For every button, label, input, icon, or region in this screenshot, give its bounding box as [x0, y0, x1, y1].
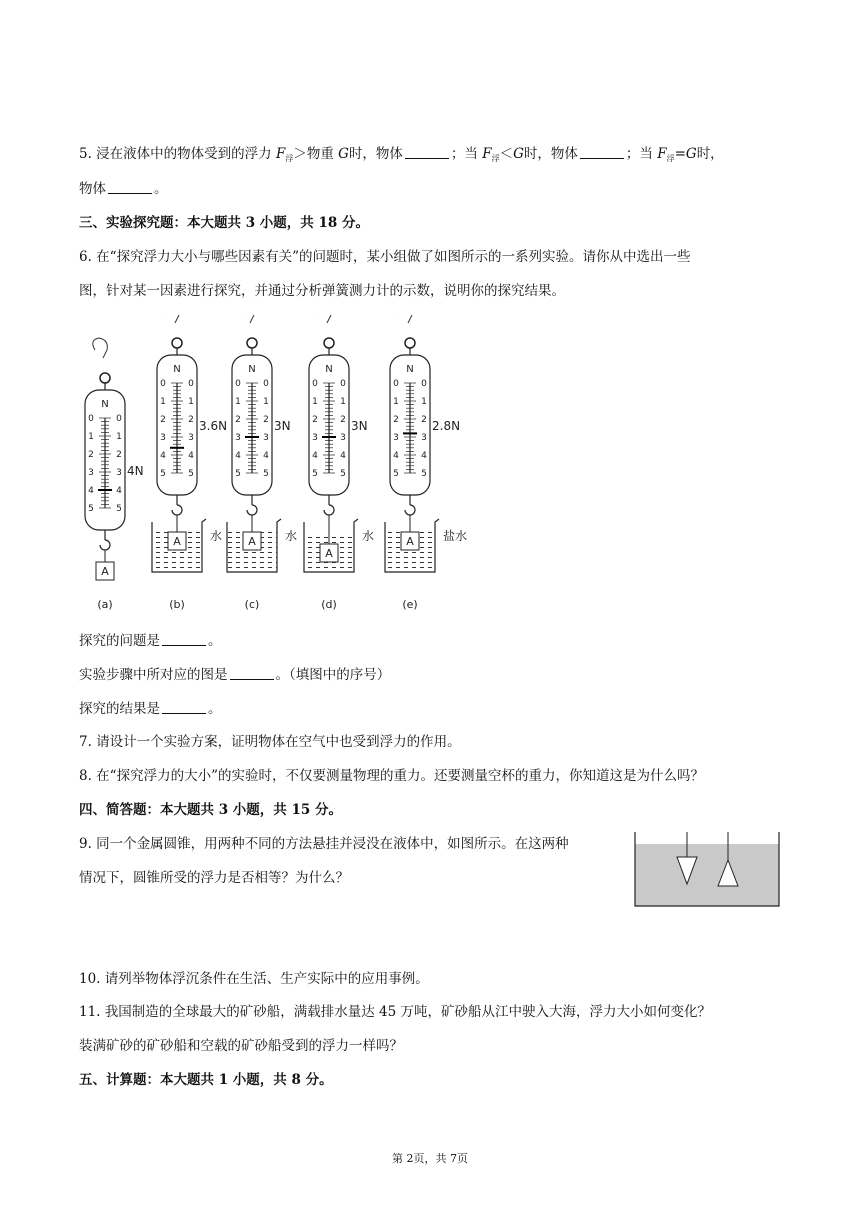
tick-label-left: 0 [393, 379, 399, 389]
question-8: 8. 在“探究浮力的大小”的实验时，不仅要测量物理的重力。还要测量空杯的重力，你知道这是为什么吗？ [79, 768, 704, 784]
tick-label-right: 0 [263, 379, 269, 389]
tick-label-right: 0 [421, 379, 427, 389]
question-10: 10. 请列举物体浮沉条件在生活、生产实际中的应用事例。 [79, 971, 429, 987]
q5-end: 。 [154, 181, 168, 197]
reading-label: 3N [274, 419, 291, 433]
spring-scale-figure [75, 315, 495, 615]
figure-caption: (a) [97, 598, 113, 611]
q5-when3: 时， [696, 146, 724, 162]
reading-label: 3.6N [199, 419, 228, 433]
spring-scale-3 [304, 315, 374, 611]
figure-caption: (c) [244, 598, 260, 611]
hook-ring [100, 373, 110, 383]
q6-result-line [79, 700, 222, 718]
object-A-label: A [173, 535, 181, 548]
q5-G: G [338, 146, 349, 162]
tick-label-right: 0 [188, 379, 194, 389]
tick-label-right: 4 [340, 451, 346, 461]
q5-G3: G [685, 146, 697, 162]
tick-label-left: 5 [88, 504, 94, 514]
tick-label-right: 1 [116, 432, 122, 442]
q5-gt-obj: ＞物重 [293, 146, 334, 162]
tick-label-left: 1 [235, 397, 241, 407]
tick-label-left: 3 [88, 468, 94, 478]
section-3-heading: 三、实验探究题：本大题共 3 小题，共 18 分。 [79, 215, 369, 231]
tick-label-right: 4 [116, 486, 122, 496]
tick-label-right: 4 [421, 451, 427, 461]
tick-label-right: 1 [340, 397, 346, 407]
tick-label-left: 0 [160, 379, 166, 389]
section-4-heading: 四、简答题：本大题共 3 小题，共 15 分。 [79, 802, 342, 818]
tick-label-left: 5 [312, 469, 318, 479]
q5-F2: F [482, 146, 492, 162]
q6-question-prefix: 探究的问题是 [79, 633, 160, 649]
bottom-hook [172, 505, 182, 515]
question-7: 7. 请设计一个实验方案，证明物体在空气中也受到浮力的作用。 [79, 734, 461, 750]
hook-ring [405, 338, 415, 348]
tick-label-right: 5 [421, 469, 427, 479]
question-9-line-1: 9. 同一个金属圆锥，用两种不同的方法悬挂并浸没在液体中，如图所示。在这两种 [79, 836, 569, 852]
tick-label-right: 3 [116, 468, 122, 478]
scale-unit-N: N [248, 364, 256, 375]
q5-G2: G [513, 146, 524, 162]
question-9-line-2: 情况下，圆锥所受的浮力是否相等？为什么？ [79, 870, 349, 886]
tick-label-left: 5 [160, 469, 166, 479]
q5-prefix: 5. 浸在液体中的物体受到的浮力 [79, 146, 272, 162]
answer-blank[interactable] [162, 701, 206, 714]
tick-label-right: 0 [340, 379, 346, 389]
hook-ring [247, 338, 257, 348]
tick-label-left: 5 [235, 469, 241, 479]
page-footer: 第 2页，共 7页 [392, 1152, 468, 1165]
hand-icon [317, 315, 332, 323]
q5-semi-when: ；当 [450, 146, 478, 162]
scale-unit-N: N [101, 399, 109, 410]
tick-label-right: 2 [263, 415, 269, 425]
q6-steps-prefix: 实验步骤中所对应的图是 [79, 667, 228, 683]
answer-blank[interactable] [405, 146, 449, 159]
scale-unit-N: N [325, 364, 333, 375]
spring-scale-0 [85, 338, 144, 611]
q5-eq: = [674, 146, 686, 162]
q6-steps-suffix: 。（填图中的序号） [275, 667, 391, 683]
question-5-line-2 [79, 180, 168, 198]
object-A-label: A [248, 535, 256, 548]
object-A-label: A [406, 535, 414, 548]
answer-blank[interactable] [230, 667, 274, 680]
tick-label-left: 4 [160, 451, 166, 461]
reading-label: 4N [127, 464, 144, 478]
tick-label-left: 4 [312, 451, 318, 461]
answer-blank[interactable] [162, 633, 206, 646]
spring-scale-4 [385, 315, 467, 611]
bottom-hook [405, 505, 415, 515]
figure-caption: (e) [402, 598, 418, 611]
question-6-line-2: 图，针对某一因素进行探究，并通过分析弹簧测力计的示数，说明你的探究结果。 [79, 283, 565, 299]
q5-sub2: 浮 [491, 154, 500, 163]
liquid-label: 盐水 [443, 529, 468, 543]
tick-label-left: 5 [393, 469, 399, 479]
tick-label-right: 5 [116, 504, 122, 514]
liquid-label: 水 [362, 529, 375, 543]
reading-label: 2.8N [432, 419, 461, 433]
tick-label-left: 0 [312, 379, 318, 389]
q5-line2: 物体 [79, 181, 106, 197]
bottom-hook [324, 505, 334, 515]
question-6-line-1: 6. 在“探究浮力大小与哪些因素有关”的问题时，某小组做了如图所示的一系列实验。请你从中选出一些 [79, 249, 691, 265]
figure-caption: (b) [169, 598, 185, 611]
tick-label-left: 1 [312, 397, 318, 407]
tick-label-left: 3 [393, 433, 399, 443]
spring-scale-1 [152, 315, 227, 611]
tick-label-left: 2 [160, 415, 166, 425]
tick-label-right: 5 [188, 469, 194, 479]
q6-steps-line [79, 666, 390, 684]
object-A-label: A [325, 547, 333, 560]
q5-sub: 浮 [285, 154, 294, 163]
tick-label-right: 3 [421, 433, 427, 443]
tick-label-left: 0 [235, 379, 241, 389]
tick-label-left: 1 [160, 397, 166, 407]
liquid [635, 844, 779, 906]
q5-sub3: 浮 [666, 154, 675, 163]
tick-label-right: 3 [188, 433, 194, 443]
tick-label-left: 2 [88, 450, 94, 460]
q5-when: 时，物体 [348, 146, 403, 162]
tick-label-left: 1 [88, 432, 94, 442]
figure-caption: (d) [321, 598, 337, 611]
tick-label-right: 1 [188, 397, 194, 407]
cone-in-liquid-figure [632, 832, 782, 910]
tick-label-left: 3 [312, 433, 318, 443]
tick-label-right: 0 [116, 414, 122, 424]
spring-scale-2 [227, 315, 297, 611]
tick-label-left: 4 [88, 486, 94, 496]
question-11-line-1: 11. 我国制造的全球最大的矿砂船，满载排水量达 45 万吨，矿砂船从江中驶入大海，浮力大小如何变化？ [79, 1004, 712, 1020]
scale-unit-N: N [406, 364, 414, 375]
answer-blank[interactable] [580, 146, 624, 159]
hook-ring [324, 338, 334, 348]
liquid-label: 水 [210, 529, 223, 543]
question-5-line-1 [79, 145, 724, 168]
q5-F3: F [657, 146, 667, 162]
bottom-hook [247, 505, 257, 515]
tick-label-left: 4 [393, 451, 399, 461]
tick-label-right: 4 [263, 451, 269, 461]
tick-label-left: 2 [235, 415, 241, 425]
tick-label-right: 2 [188, 415, 194, 425]
q6-question-line [79, 632, 222, 650]
bottom-hook [100, 540, 110, 550]
tick-label-left: 3 [160, 433, 166, 443]
tick-label-left: 2 [393, 415, 399, 425]
tick-label-right: 5 [263, 469, 269, 479]
q6-question-suffix: 。 [208, 633, 222, 649]
tick-label-left: 4 [235, 451, 241, 461]
hand-icon [398, 315, 413, 323]
scale-unit-N: N [173, 364, 181, 375]
tick-label-right: 5 [340, 469, 346, 479]
q6-result-suffix: 。 [208, 701, 222, 717]
tick-label-left: 3 [235, 433, 241, 443]
q5-when2: 时，物体 [523, 146, 578, 162]
tick-label-left: 1 [393, 397, 399, 407]
object-A-label: A [101, 565, 109, 578]
q5-semi-when2: ；当 [625, 146, 653, 162]
tick-label-right: 1 [263, 397, 269, 407]
tick-label-right: 3 [340, 433, 346, 443]
section-5-heading: 五、计算题：本大题共 1 小题，共 8 分。 [79, 1072, 333, 1088]
tick-label-left: 0 [88, 414, 94, 424]
tick-label-right: 3 [263, 433, 269, 443]
tick-label-left: 2 [312, 415, 318, 425]
q6-result-prefix: 探究的结果是 [79, 701, 160, 717]
hook-ring [172, 338, 182, 348]
q5-lt: ＜ [499, 146, 514, 162]
hand-icon [93, 338, 108, 358]
q5-F: F [275, 146, 286, 162]
hand-icon [165, 315, 180, 323]
tick-label-right: 1 [421, 397, 427, 407]
question-11-line-2: 装满矿砂的矿砂船和空载的矿砂船受到的浮力一样吗？ [79, 1038, 403, 1054]
hand-icon [240, 315, 255, 323]
reading-label: 3N [351, 419, 368, 433]
answer-blank[interactable] [108, 181, 152, 194]
tick-label-right: 2 [116, 450, 122, 460]
tick-label-right: 2 [340, 415, 346, 425]
tick-label-right: 2 [421, 415, 427, 425]
liquid-label: 水 [285, 529, 298, 543]
tick-label-right: 4 [188, 451, 194, 461]
